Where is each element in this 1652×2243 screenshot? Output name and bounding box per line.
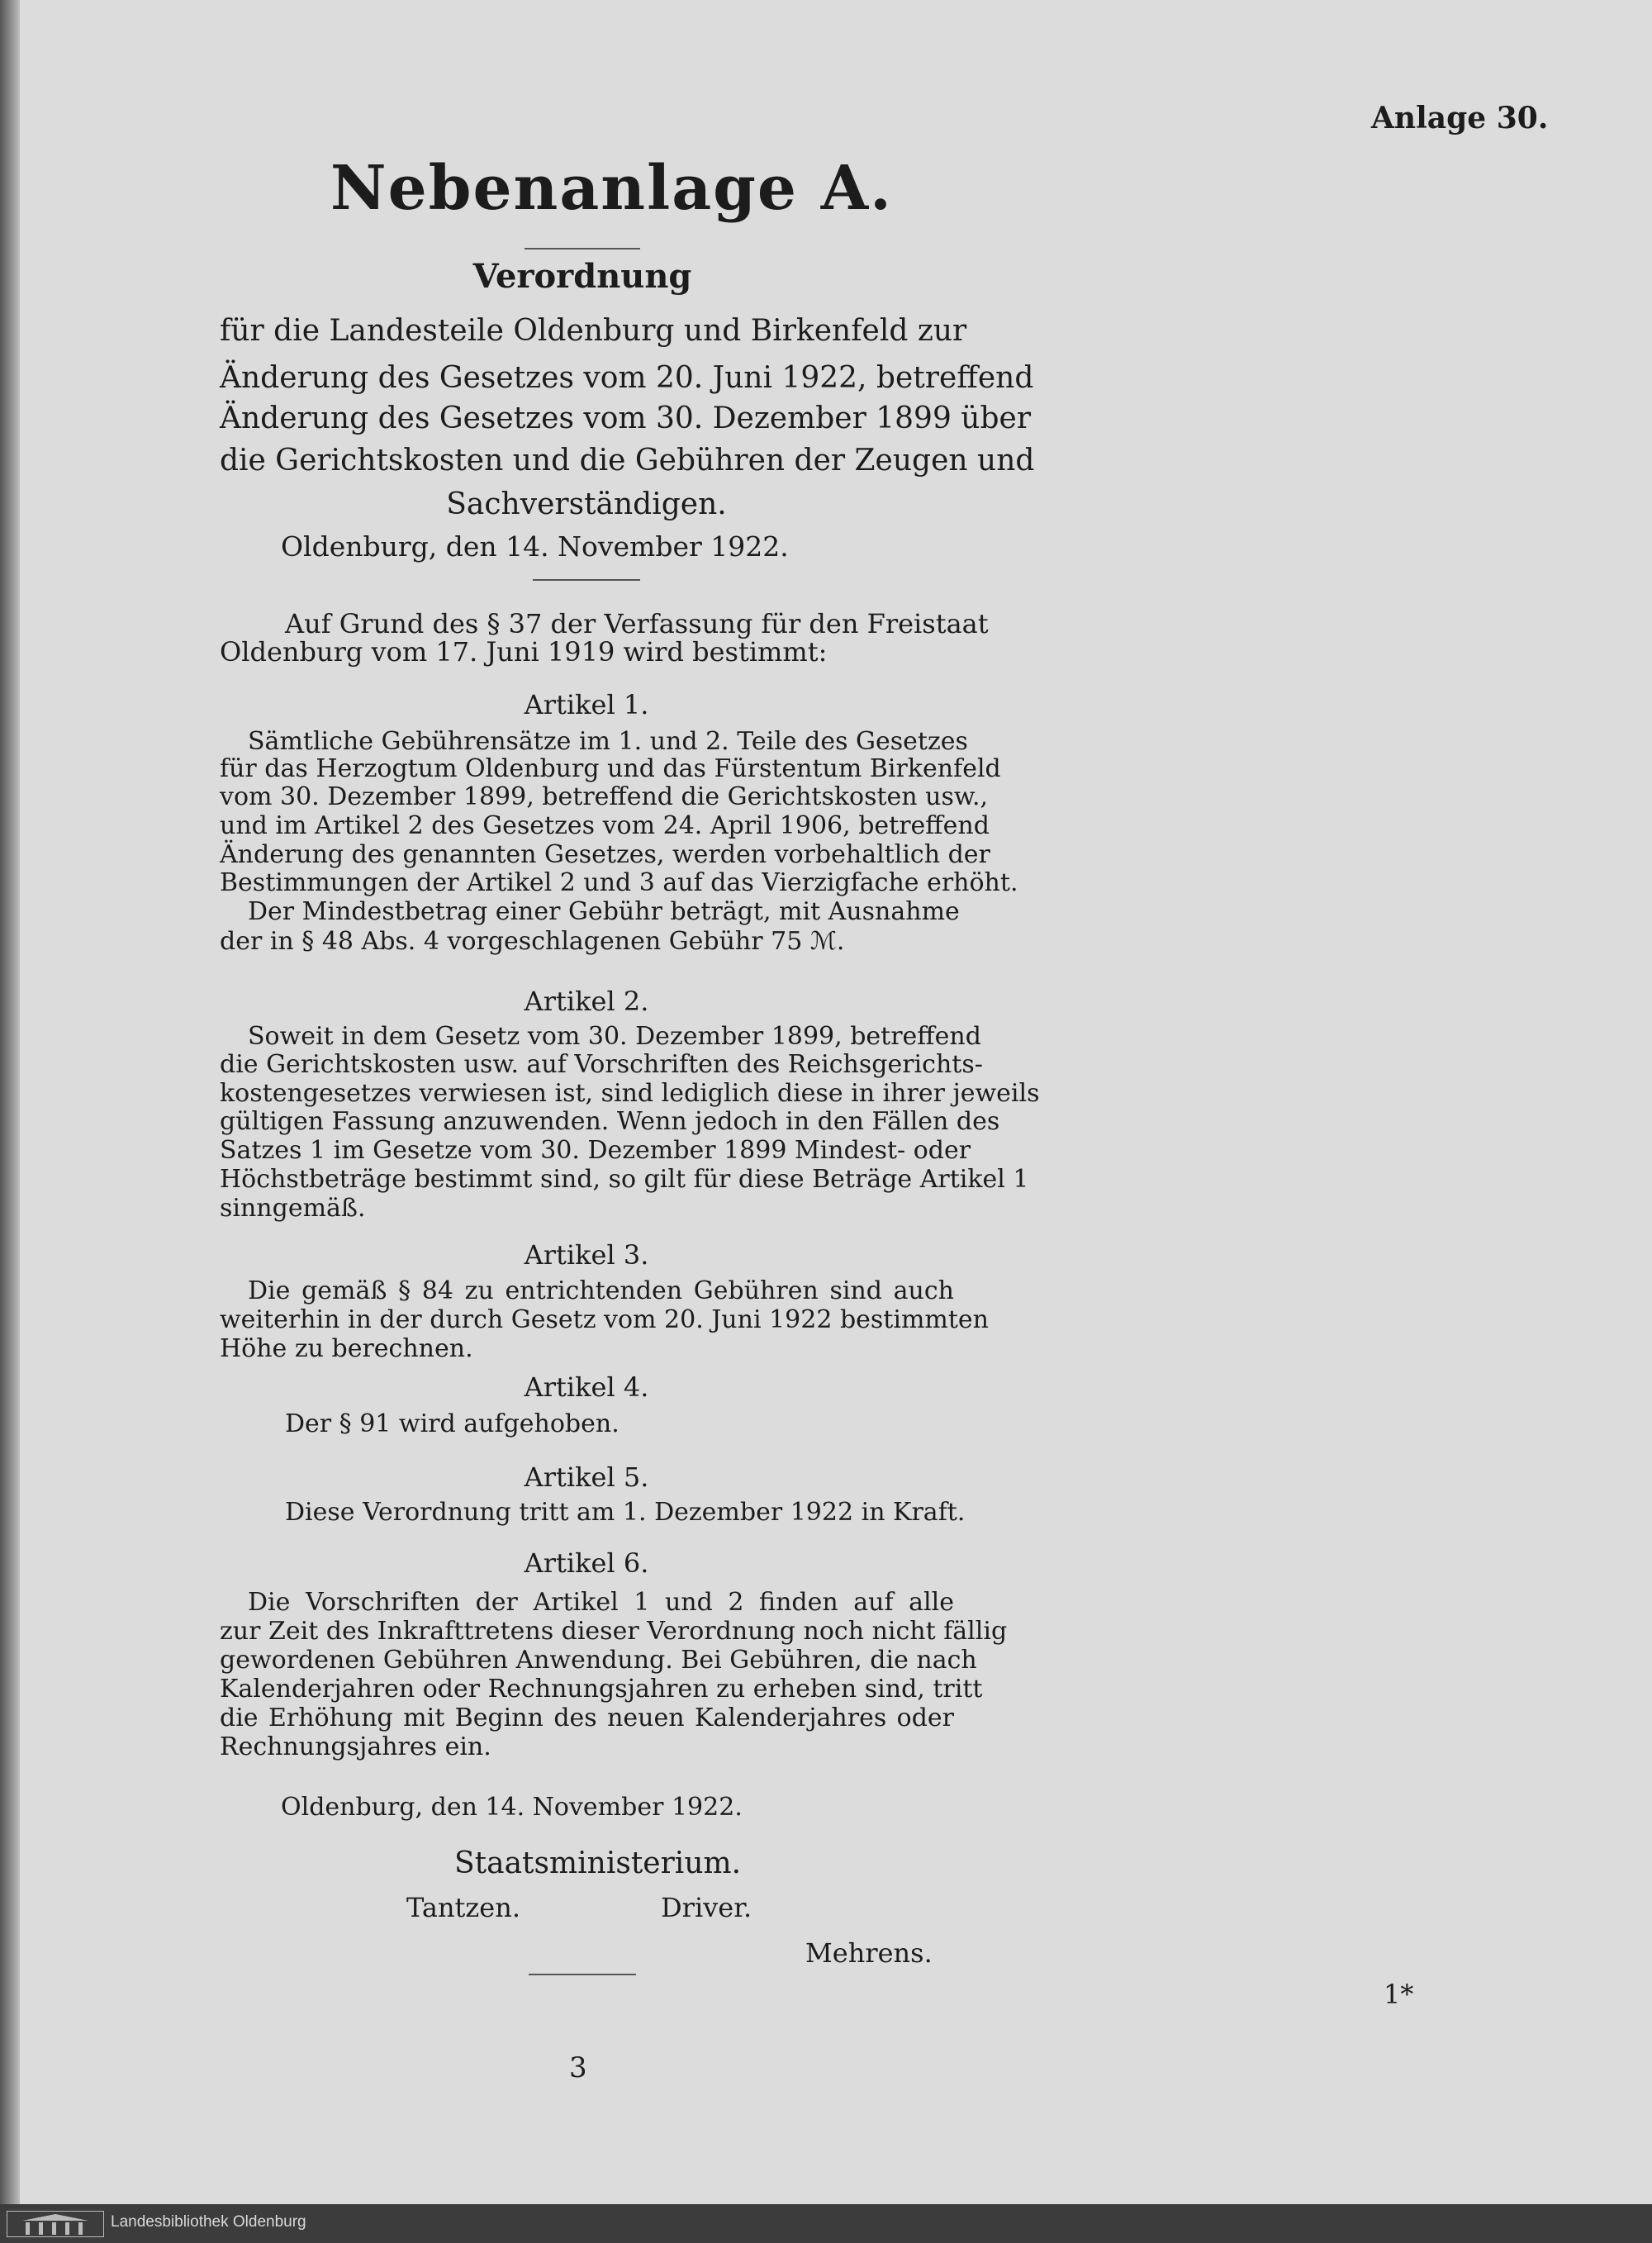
decree-subject-line: Änderung des Gesetzes vom 30. Dezember 1899 über (220, 402, 1032, 435)
title-rule (525, 248, 640, 249)
decree-subject-line: für die Landesteile Oldenburg und Birkenfeld zur (220, 314, 967, 348)
article-6-line: zur Zeit des Inkrafttretens dieser Verordnung noch nicht fällig (220, 1617, 1008, 1646)
article-3-line: Höhe zu berechnen. (220, 1334, 473, 1363)
article-4-title: Artikel 4. (524, 1371, 649, 1403)
page-number: 3 (569, 2051, 587, 2084)
ministry-name: Staatsministerium. (454, 1846, 742, 1880)
article-1-line: der in § 48 Abs. 4 vorgeschlagenen Gebühr 75 ℳ. (220, 927, 845, 956)
section-rule (533, 579, 640, 581)
article-3-line: weiterhin in der durch Gesetz vom 20. Juni 1922 bestimmten (220, 1305, 989, 1334)
closing-place-date: Oldenburg, den 14. November 1922. (281, 1793, 743, 1822)
library-logo-icon (7, 2211, 104, 2237)
article-3-line: Die gemäß § 84 zu entrichtenden Gebühren sind auch (248, 1276, 954, 1305)
page-gutter-shadow (0, 0, 20, 2204)
article-6-line: die Erhöhung mit Beginn des neuen Kalenderjahres oder (220, 1704, 954, 1732)
article-1-line: Änderung des genannten Gesetzes, werden vorbehaltlich der (220, 840, 990, 869)
closing-rule (529, 1974, 636, 1975)
decree-subject-line: Sachverständigen. (446, 487, 727, 521)
anlage-number: Anlage 30. (1371, 101, 1549, 135)
article-6-title: Artikel 6. (524, 1547, 649, 1579)
signatory: Mehrens. (805, 1937, 933, 1969)
library-name: Landesbibliothek Oldenburg (111, 2213, 306, 2231)
article-1-line: Sämtliche Gebührensätze im 1. und 2. Teile des Gesetzes (248, 727, 968, 756)
decree-heading: Verordnung (472, 257, 692, 296)
article-1-line: Der Mindestbetrag einer Gebühr beträgt, mit Ausnahme (248, 897, 960, 926)
article-1-line: Bestimmungen der Artikel 2 und 3 auf das Vierzigfache erhöht. (220, 868, 1018, 897)
article-5-line: Diese Verordnung tritt am 1. Dezember 1922 in Kraft. (285, 1498, 966, 1527)
preamble-line: Oldenburg vom 17. Juni 1919 wird bestimmt: (220, 636, 828, 668)
article-2-line: Soweit in dem Gesetz vom 30. Dezember 1899, betreffend (248, 1022, 981, 1051)
signatory: Tantzen. (406, 1892, 520, 1923)
footer-bar (0, 2204, 1652, 2243)
article-6-line: Rechnungsjahres ein. (220, 1732, 491, 1761)
document-title: Nebenanlage A. (330, 153, 893, 224)
signature-mark: 1* (1384, 1979, 1414, 2010)
article-2-line: Höchstbeträge bestimmt sind, so gilt für diese Beträge Artikel 1 (220, 1165, 1029, 1194)
article-1-line: vom 30. Dezember 1899, betreffend die Gerichtskosten usw., (220, 782, 989, 811)
article-2-line: kostengesetzes verwiesen ist, sind lediglich diese in ihrer jeweils (220, 1079, 1040, 1108)
article-3-title: Artikel 3. (524, 1239, 649, 1271)
article-6-line: Kalenderjahren oder Rechnungsjahren zu erheben sind, tritt (220, 1675, 983, 1704)
article-5-title: Artikel 5. (524, 1461, 649, 1493)
decree-place-date: Oldenburg, den 14. November 1922. (281, 530, 789, 563)
decree-subject-line: Änderung des Gesetzes vom 20. Juni 1922, betreffend (220, 361, 1034, 395)
preamble-line: Auf Grund des § 37 der Verfassung für den Freistaat (285, 608, 989, 639)
signatory: Driver. (661, 1892, 752, 1923)
article-2-line: Satzes 1 im Gesetze vom 30. Dezember 1899 Mindest- oder (220, 1136, 971, 1165)
article-6-line: gewordenen Gebühren Anwendung. Bei Gebühren, die nach (220, 1646, 977, 1675)
article-1-title: Artikel 1. (524, 689, 649, 720)
article-2-line: sinngemäß. (220, 1194, 366, 1223)
article-2-line: die Gerichtskosten usw. auf Vorschriften des Reichsgerichts- (220, 1050, 983, 1079)
article-1-line: und im Artikel 2 des Gesetzes vom 24. April 1906, betreffend (220, 811, 990, 840)
article-6-line: Die Vorschriften der Artikel 1 und 2 finden auf alle (248, 1588, 954, 1617)
article-1-line: für das Herzogtum Oldenburg und das Fürstentum Birkenfeld (220, 754, 1001, 783)
article-2-line: gültigen Fassung anzuwenden. Wenn jedoch in den Fällen des (220, 1107, 1000, 1136)
decree-subject-line: die Gerichtskosten und die Gebühren der Zeugen und (220, 444, 1035, 478)
article-4-line: Der § 91 wird aufgehoben. (285, 1409, 620, 1438)
article-2-title: Artikel 2. (524, 986, 649, 1017)
